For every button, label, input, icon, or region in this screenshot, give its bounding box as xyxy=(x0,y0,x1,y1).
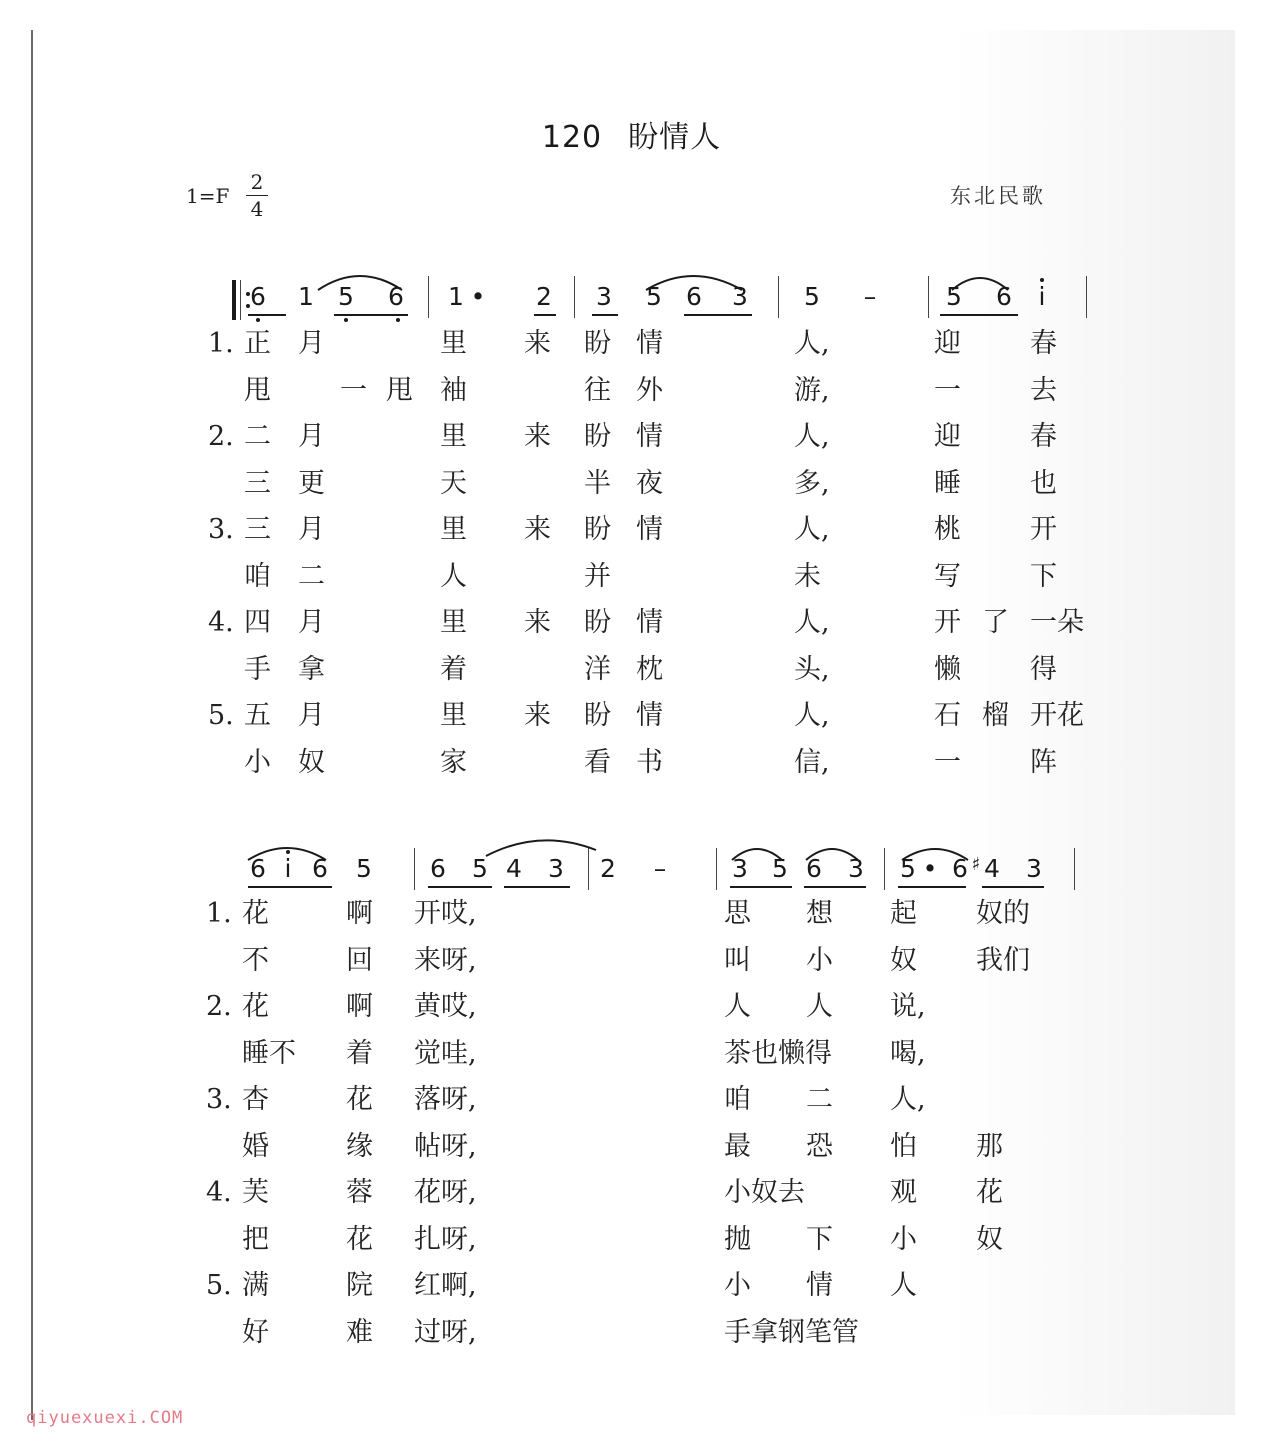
lyric-char: 迎 xyxy=(934,328,961,359)
lyric-char: 来 xyxy=(524,421,551,452)
octave-dot-high xyxy=(1040,278,1044,282)
note: 2 xyxy=(536,282,552,311)
lyric-char: 春 xyxy=(1030,421,1057,452)
note: 5 xyxy=(472,854,488,883)
lyric-char: 迎 xyxy=(934,421,961,452)
lyric-char: 里 xyxy=(440,514,467,545)
note: 5 xyxy=(900,854,916,883)
note: 6 xyxy=(806,854,822,883)
lyric-char: 半 xyxy=(584,467,611,499)
lyric-char: 人, xyxy=(890,1084,926,1115)
beam xyxy=(248,886,332,888)
lyric-char: 手拿钢笔管 xyxy=(724,1316,859,1348)
lyric-char: 月 xyxy=(298,421,325,452)
beam xyxy=(428,886,492,888)
lyric-char: 着 xyxy=(440,653,467,685)
lyric-char: 书 xyxy=(636,746,663,778)
note: i xyxy=(284,854,292,883)
lyric-char: 甩 xyxy=(244,374,271,406)
lyric-char: 人 xyxy=(724,991,751,1022)
lyric-char: 人, xyxy=(794,700,830,731)
lyric-char: 把 xyxy=(242,1223,269,1255)
lyric-char: 喝, xyxy=(890,1037,926,1069)
lyric-char: 得 xyxy=(1030,653,1057,685)
lyric-char: 人 xyxy=(890,1270,917,1301)
note: 3 xyxy=(548,854,564,883)
binding-margin-line xyxy=(31,30,33,1420)
lyric-char: 去 xyxy=(1030,374,1057,406)
octave-dot-low xyxy=(344,318,348,322)
beam xyxy=(684,314,752,316)
lyric-char: 回 xyxy=(346,944,373,976)
lyric-char: 人 xyxy=(806,991,833,1022)
note: 5 xyxy=(804,282,820,311)
lyric-char: 手 xyxy=(244,653,271,685)
lyric-char: 那 xyxy=(976,1130,1003,1162)
note: 3 xyxy=(1026,854,1042,883)
lyric-char: 人 xyxy=(440,560,467,592)
lyric-char: 奴 xyxy=(298,746,325,778)
lyric-char: 阵 xyxy=(1030,746,1057,778)
note: 1 xyxy=(448,282,464,311)
song-origin: 东北民歌 xyxy=(950,184,1046,208)
song-name: 盼情人 xyxy=(628,120,722,155)
lyric-char: 观 xyxy=(890,1177,917,1208)
lyric-char: 花 xyxy=(976,1177,1003,1208)
beam xyxy=(898,886,966,888)
barline xyxy=(716,848,717,890)
lyric-char: 写 xyxy=(934,560,961,592)
lyric-char: 开花 xyxy=(1030,700,1084,731)
lyric-char: 月 xyxy=(298,328,325,359)
beam xyxy=(504,886,570,888)
lyric-char: 盼 xyxy=(584,421,611,452)
lyric-char: 头, xyxy=(794,653,830,685)
lyric-char: 抛 xyxy=(724,1223,751,1255)
lyric-char: 我们 xyxy=(976,944,1030,976)
lyric-char: 奴 xyxy=(976,1223,1003,1255)
lyric-char: 里 xyxy=(440,328,467,359)
note: • xyxy=(470,282,486,311)
lyric-char: 说, xyxy=(890,991,926,1022)
lyric-char: 桃 xyxy=(934,514,961,545)
lyric-char: 家 xyxy=(440,746,467,778)
lyric-char: 盼 xyxy=(584,514,611,545)
lyric-char: 小 xyxy=(724,1270,751,1301)
lyric-char: 思 xyxy=(724,898,751,929)
beam xyxy=(534,314,556,316)
lyric-char: 多, xyxy=(794,467,830,499)
lyric-char: 三 xyxy=(244,514,271,545)
lyric-char: 开 xyxy=(1030,514,1057,545)
lyric-char: 开 xyxy=(934,607,961,638)
lyric-char: 一 xyxy=(340,374,367,406)
lyric-char: 月 xyxy=(298,700,325,731)
lyric-char: 落呀, xyxy=(414,1084,477,1115)
lyric-char: 二 xyxy=(806,1084,833,1115)
lyric-char: 花呀, xyxy=(414,1177,477,1208)
lyric-char: 未 xyxy=(794,560,821,592)
lyric-char: 4. xyxy=(206,1177,232,1208)
lyric-char: 里 xyxy=(440,607,467,638)
note: 6 xyxy=(686,282,702,311)
lyric-char: 情 xyxy=(636,607,663,638)
lyric-char: 咱 xyxy=(244,560,271,592)
lyric-char: 1. xyxy=(206,898,232,929)
lyric-char: 拿 xyxy=(298,653,325,685)
lyric-char: 五 xyxy=(244,700,271,731)
lyric-char: 情 xyxy=(636,328,663,359)
repeat-dot xyxy=(246,304,250,308)
lyric-char: 信, xyxy=(794,746,830,778)
lyric-char: 1. xyxy=(208,328,234,359)
repeat-line xyxy=(240,280,241,320)
lyric-char: 5. xyxy=(208,700,234,731)
note: 3 xyxy=(596,282,612,311)
beam xyxy=(592,314,618,316)
lyric-char: 更 xyxy=(298,467,325,499)
lyric-char: 情 xyxy=(806,1270,833,1301)
note: ♯ xyxy=(971,854,981,875)
lyric-char: 月 xyxy=(298,514,325,545)
note: 5 xyxy=(646,282,662,311)
lyric-char: 来 xyxy=(524,700,551,731)
octave-dot-high xyxy=(286,850,290,854)
lyric-char: 缘 xyxy=(346,1130,373,1162)
lyric-char: 正 xyxy=(244,328,271,359)
note: 6 xyxy=(996,282,1012,311)
lyric-char: 月 xyxy=(298,607,325,638)
lyric-char: 石 xyxy=(934,700,961,731)
watermark: qiyuexuexi.COM xyxy=(26,1408,184,1428)
lyric-char: 来呀, xyxy=(414,944,477,976)
lyric-char: 盼 xyxy=(584,607,611,638)
beam xyxy=(248,314,286,316)
lyric-char: 下 xyxy=(806,1223,833,1255)
lyric-char: 一 xyxy=(934,746,961,778)
lyric-char: 觉哇, xyxy=(414,1037,477,1069)
lyric-char: 了 xyxy=(982,607,1009,638)
repeat-dot xyxy=(246,292,250,296)
lyric-char: 婚 xyxy=(242,1130,269,1162)
lyric-char: 啊 xyxy=(346,991,373,1022)
lyric-char: 奴的 xyxy=(976,898,1030,929)
lyric-char: 红啊, xyxy=(414,1270,477,1301)
lyric-char: 下 xyxy=(1030,560,1057,592)
lyric-char: 外 xyxy=(636,374,663,406)
barline xyxy=(428,276,429,318)
note: i xyxy=(1038,282,1046,311)
note: 5 xyxy=(946,282,962,311)
lyric-char: 怕 xyxy=(890,1130,917,1162)
lyric-char: 四 xyxy=(244,607,271,638)
lyric-char: 恐 xyxy=(806,1130,833,1162)
note: 6 xyxy=(388,282,404,311)
lyric-char: 人, xyxy=(794,607,830,638)
barline xyxy=(588,848,589,890)
song-title xyxy=(0,112,1263,156)
lyric-char: 来 xyxy=(524,328,551,359)
note: 6 xyxy=(250,854,266,883)
barline xyxy=(574,276,575,318)
meter-bottom: 4 xyxy=(250,197,264,221)
lyric-char: 春 xyxy=(1030,328,1057,359)
barline xyxy=(414,848,415,890)
lyric-char: 一朵 xyxy=(1030,607,1084,638)
beam xyxy=(334,314,408,316)
lyric-char: 懒 xyxy=(934,653,961,685)
lyric-char: 花 xyxy=(242,991,269,1022)
lyric-char: 小 xyxy=(244,746,271,778)
note: 3 xyxy=(732,282,748,311)
lyric-char: 小 xyxy=(806,944,833,976)
song-number: 120 xyxy=(541,120,603,155)
note: – xyxy=(653,854,667,883)
beam xyxy=(730,886,792,888)
lyric-char: 榴 xyxy=(982,700,1009,731)
lyric-char: 小奴去 xyxy=(724,1177,805,1208)
lyric-char: 游, xyxy=(794,374,830,406)
lyric-char: 小 xyxy=(890,1223,917,1255)
lyric-char: 二 xyxy=(244,421,271,452)
time-signature xyxy=(246,170,268,221)
lyric-char: 情 xyxy=(636,514,663,545)
lyric-char: 3. xyxy=(208,514,234,545)
lyric-char: 花 xyxy=(242,898,269,929)
note: 6 xyxy=(250,282,266,311)
key-signature: 1=F xyxy=(186,184,230,208)
note: 6 xyxy=(430,854,446,883)
lyric-char: 来 xyxy=(524,607,551,638)
note: 1 xyxy=(298,282,314,311)
lyric-char: 4. xyxy=(208,607,234,638)
note: 3 xyxy=(848,854,864,883)
octave-dot-low xyxy=(256,318,260,322)
lyric-char: 情 xyxy=(636,700,663,731)
lyric-char: 扎呀, xyxy=(414,1223,477,1255)
note: – xyxy=(863,282,877,311)
lyric-char: 里 xyxy=(440,700,467,731)
lyric-char: 好 xyxy=(242,1316,269,1348)
lyric-char: 睡不 xyxy=(242,1037,296,1069)
note: 6 xyxy=(952,854,968,883)
lyric-char: 最 xyxy=(724,1130,751,1162)
lyric-char: 三 xyxy=(244,467,271,499)
beam xyxy=(804,886,866,888)
note: 5 xyxy=(356,854,372,883)
note: 5 xyxy=(772,854,788,883)
lyric-char: 也 xyxy=(1030,467,1057,499)
lyric-char: 看 xyxy=(584,746,611,778)
note: 6 xyxy=(312,854,328,883)
octave-dot-low xyxy=(396,318,400,322)
meter-top: 2 xyxy=(250,170,264,194)
lyric-char: 黄哎, xyxy=(414,991,477,1022)
note: 4 xyxy=(506,854,522,883)
beam xyxy=(982,886,1044,888)
lyric-char: 难 xyxy=(346,1316,373,1348)
lyric-char: 往 xyxy=(584,374,611,406)
lyric-char: 起 xyxy=(890,898,917,929)
lyric-char: 盼 xyxy=(584,328,611,359)
barline xyxy=(1086,276,1087,318)
lyric-char: 花 xyxy=(346,1084,373,1115)
barline xyxy=(884,848,885,890)
note: • xyxy=(922,854,938,883)
lyric-char: 睡 xyxy=(934,467,961,499)
lyric-char: 盼 xyxy=(584,700,611,731)
lyric-char: 5. xyxy=(206,1270,232,1301)
lyric-char: 袖 xyxy=(440,374,467,406)
lyric-char: 夜 xyxy=(636,467,663,499)
lyric-char: 芙 xyxy=(242,1177,269,1208)
lyric-char: 甩 xyxy=(386,374,413,406)
lyric-char: 杏 xyxy=(242,1084,269,1115)
lyric-char: 情 xyxy=(636,421,663,452)
note: 3 xyxy=(732,854,748,883)
note: 2 xyxy=(600,854,616,883)
lyric-char: 3. xyxy=(206,1084,232,1115)
lyric-char: 帖呀, xyxy=(414,1130,477,1162)
lyric-char: 过呀, xyxy=(414,1316,477,1348)
lyric-char: 2. xyxy=(208,421,234,452)
lyric-char: 想 xyxy=(806,898,833,929)
lyric-char: 人, xyxy=(794,328,830,359)
lyric-char: 2. xyxy=(206,991,232,1022)
lyric-char: 咱 xyxy=(724,1084,751,1115)
meter-line xyxy=(246,195,268,196)
lyric-char: 并 xyxy=(584,560,611,592)
lyric-char: 叫 xyxy=(724,944,751,976)
lyric-char: 满 xyxy=(242,1270,269,1301)
lyric-char: 枕 xyxy=(636,653,663,685)
lyric-char: 开哎, xyxy=(414,898,477,929)
lyric-char: 洋 xyxy=(584,653,611,685)
note: 4 xyxy=(984,854,1000,883)
repeat-barline xyxy=(232,280,236,320)
lyric-char: 蓉 xyxy=(346,1177,373,1208)
lyric-char: 一 xyxy=(934,374,961,406)
lyric-char: 人, xyxy=(794,514,830,545)
barline xyxy=(1074,848,1075,890)
lyric-char: 天 xyxy=(440,467,467,499)
lyric-char: 里 xyxy=(440,421,467,452)
lyric-char: 院 xyxy=(346,1270,373,1301)
beam xyxy=(940,314,1018,316)
lyric-char: 不 xyxy=(242,944,269,976)
barline xyxy=(778,276,779,318)
lyric-char: 奴 xyxy=(890,944,917,976)
lyric-char: 人, xyxy=(794,421,830,452)
lyric-char: 花 xyxy=(346,1223,373,1255)
lyric-char: 啊 xyxy=(346,898,373,929)
lyric-char: 来 xyxy=(524,514,551,545)
lyric-char: 茶也懒得 xyxy=(724,1037,832,1069)
note: 5 xyxy=(338,282,354,311)
lyric-char: 二 xyxy=(298,560,325,592)
barline xyxy=(928,276,929,318)
lyric-char: 着 xyxy=(346,1037,373,1069)
